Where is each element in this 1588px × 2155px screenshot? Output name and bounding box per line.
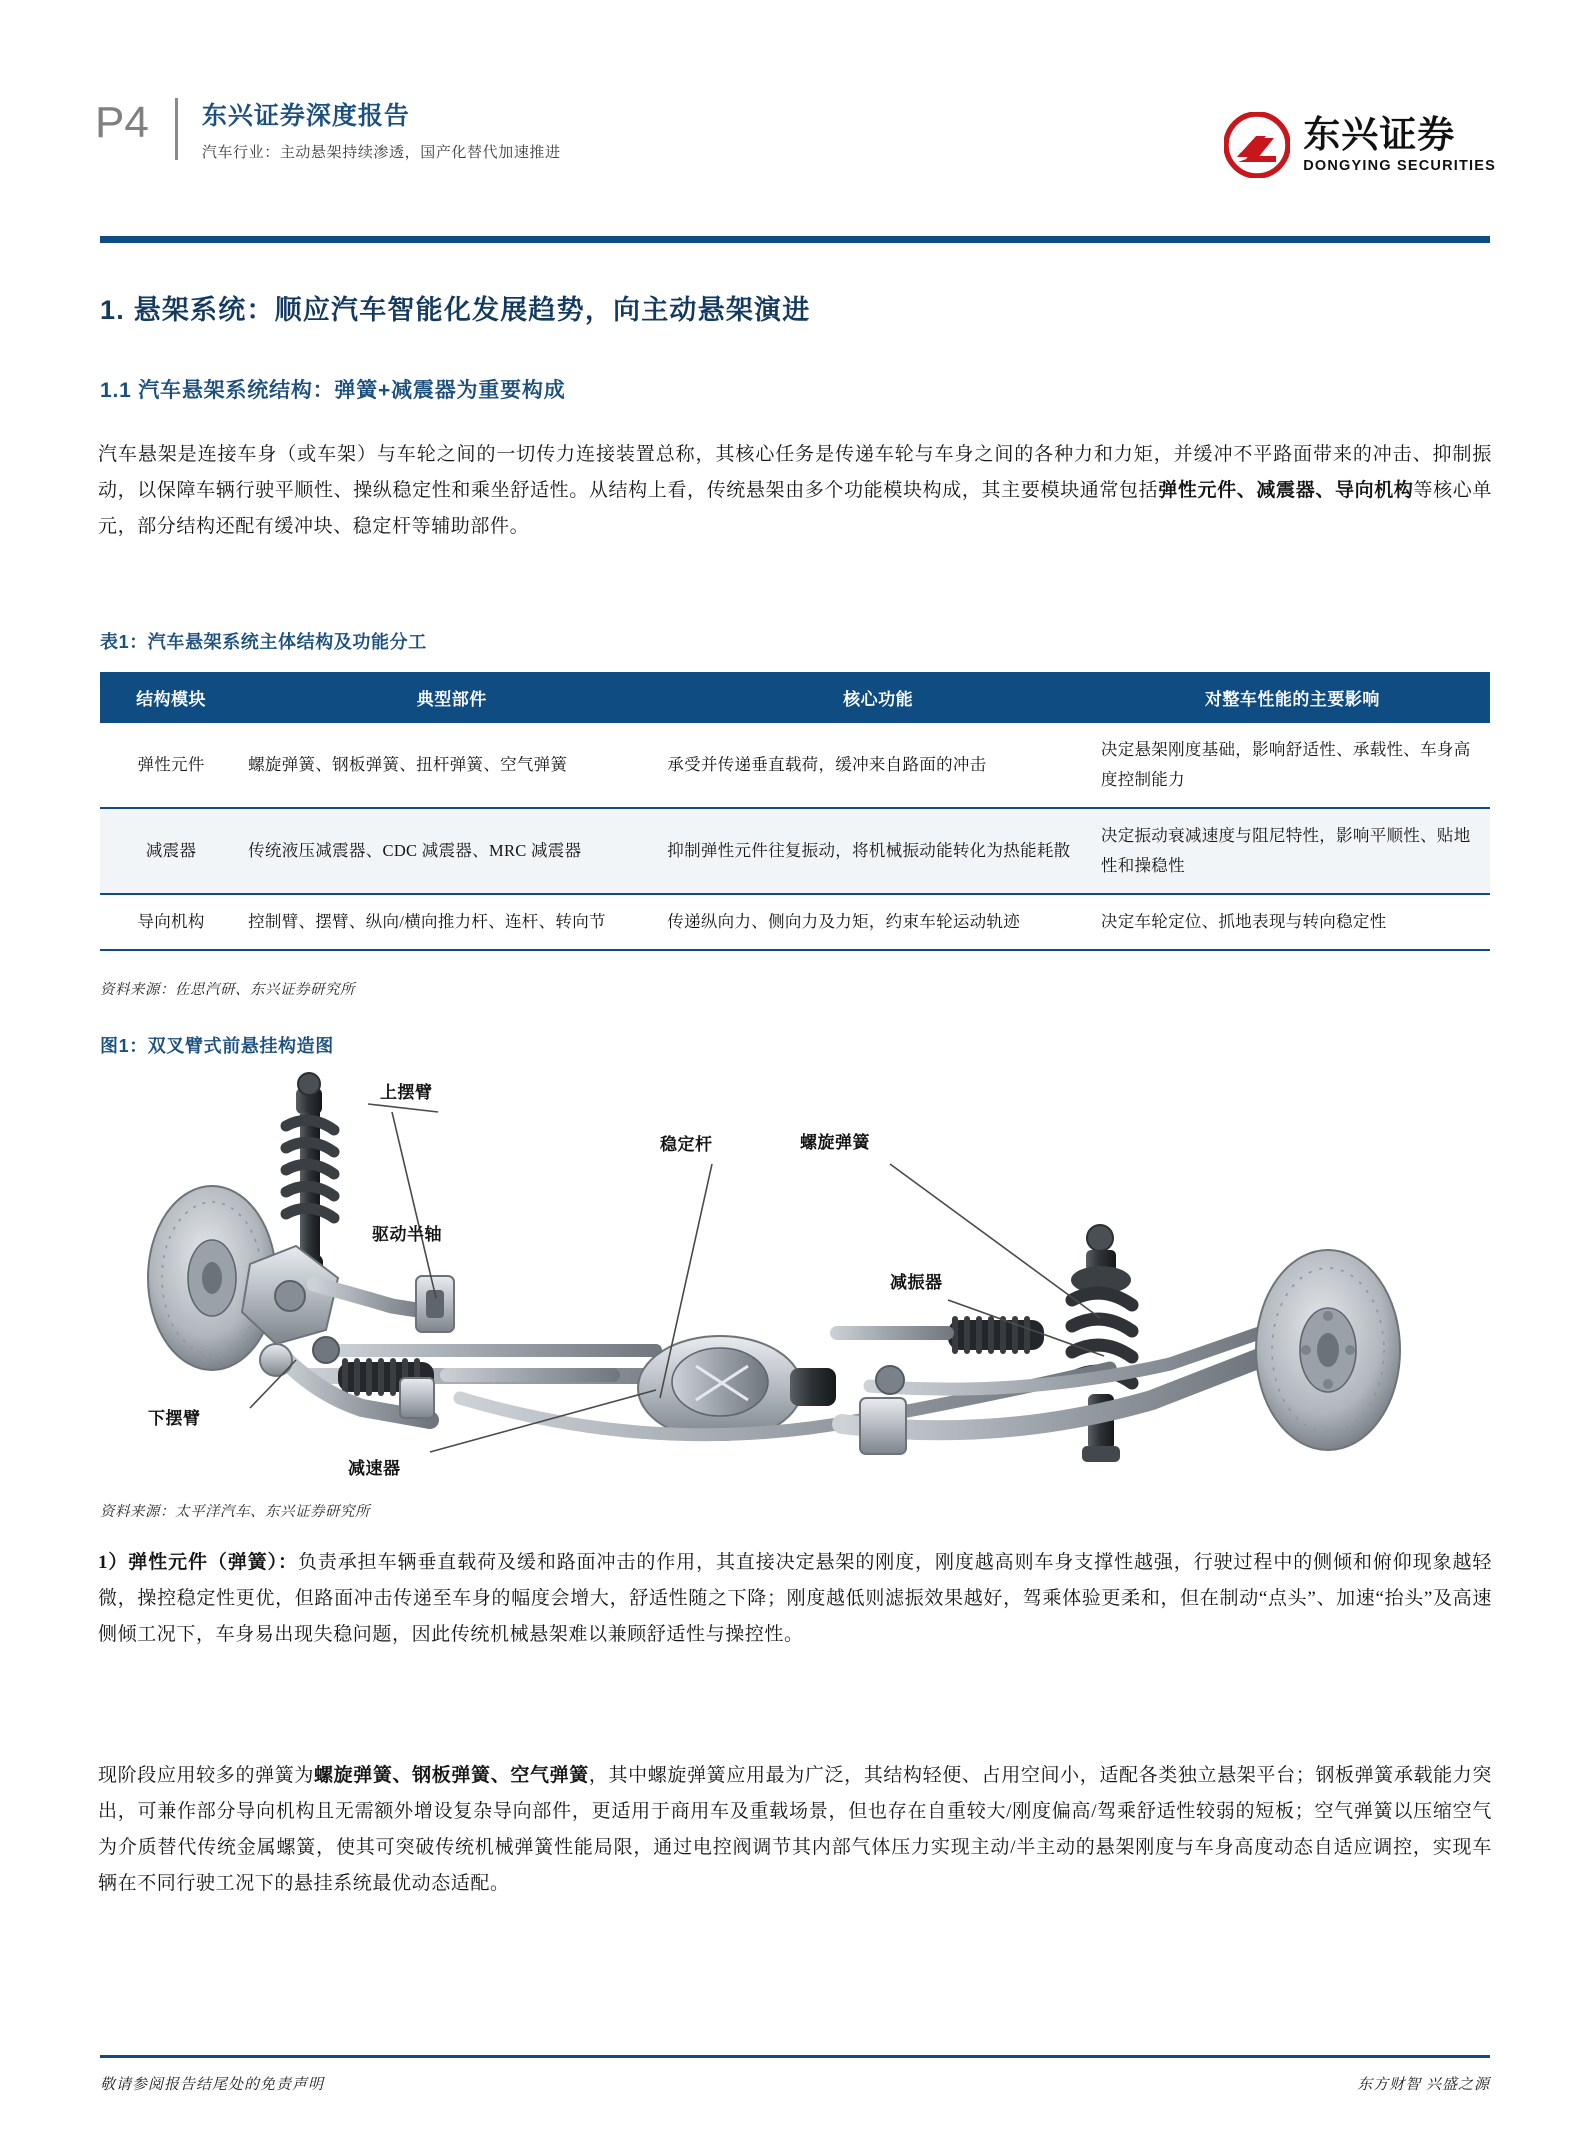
dongxing-emblem-icon bbox=[1224, 112, 1290, 178]
header-left-block bbox=[95, 96, 561, 163]
header-divider bbox=[175, 98, 178, 160]
intro-text-part1: 汽车悬架是连接车身（或车架）与车轮之间的一切传力连接装置总称，其核心任务是传递车轮与车身之间的各种力和力矩，并缓冲不平路面带来的冲击、抑制振动，以保障车辆行驶平顺性、操纵稳定性和乘坐舒适性。从结构上看，传统悬架由多个功能模块构成，其主要模块通常包括 bbox=[98, 444, 1492, 501]
section-heading-1-1: 1.1 汽车悬架系统结构：弹簧+减震器为重要构成 bbox=[100, 379, 566, 402]
header-title-block bbox=[202, 96, 561, 163]
section-heading-1: 1. 悬架系统：顺应汽车智能化发展趋势，向主动悬架演进 bbox=[100, 295, 811, 325]
cell-parts: 传统液压减震器、CDC 减震器、MRC 减震器 bbox=[242, 808, 661, 894]
intro-paragraph bbox=[98, 437, 1492, 545]
cell-impact: 决定振动衰减速度与阻尼特性，影响平顺性、贴地性和操稳性 bbox=[1095, 808, 1490, 894]
figure-source: 资料来源：太平洋汽车、东兴证券研究所 bbox=[100, 1504, 370, 1520]
table-header-function: 核心功能 bbox=[661, 672, 1095, 723]
right-lower-arms bbox=[842, 1330, 1268, 1454]
table-row bbox=[100, 723, 1490, 808]
table-header-row bbox=[100, 672, 1490, 723]
figure-label-upper-arm: 上摆臂 bbox=[380, 1083, 433, 1102]
figure-label-stabilizer: 稳定杆 bbox=[660, 1135, 713, 1154]
logo-chinese-name: 东兴证券 bbox=[1303, 114, 1456, 155]
table-row bbox=[100, 894, 1490, 950]
figure-label-lower-arm: 下摆臂 bbox=[148, 1409, 201, 1428]
suspension-diagram bbox=[100, 1068, 1490, 1488]
figure-caption: 图1：双叉臂式前悬挂构造图 bbox=[100, 1036, 334, 1056]
paragraph-two-bold: 螺旋弹簧、钢板弹簧、空气弹簧 bbox=[313, 1765, 589, 1786]
cell-impact: 决定车轮定位、抓地表现与转向稳定性 bbox=[1095, 894, 1490, 950]
table-row bbox=[100, 808, 1490, 894]
figure-label-damper: 减振器 bbox=[890, 1273, 943, 1292]
cell-function: 抑制弹性元件往复振动，将机械振动能转化为热能耗散 bbox=[661, 808, 1095, 894]
table-header-module: 结构模块 bbox=[100, 672, 242, 723]
figure-label-reducer: 减速器 bbox=[348, 1459, 401, 1478]
right-brake-rotor bbox=[1256, 1250, 1400, 1450]
logo-english-name: DONGYING SECURITIES bbox=[1303, 158, 1496, 174]
cell-module: 减震器 bbox=[100, 808, 242, 894]
cell-function: 承受并传递垂直载荷，缓冲来自路面的冲击 bbox=[661, 723, 1095, 808]
drive-shaft bbox=[313, 1337, 662, 1363]
intro-text-bold: 弹性元件、减震器、导向机构 bbox=[1158, 480, 1414, 501]
report-subtitle: 汽车行业：主动悬架持续渗透，国产化替代加速推进 bbox=[201, 145, 561, 161]
suspension-structure-table bbox=[100, 672, 1490, 951]
company-logo bbox=[1224, 112, 1496, 178]
suspension-illustration-icon bbox=[100, 1068, 1490, 1488]
footer-rule bbox=[100, 2055, 1490, 2058]
cell-module: 导向机构 bbox=[100, 894, 242, 950]
cell-impact: 决定悬架刚度基础，影响舒适性、承载性、车身高度控制能力 bbox=[1095, 723, 1490, 808]
right-steering-boot bbox=[830, 1316, 1044, 1354]
cell-function: 传递纵向力、侧向力及力矩，约束车轮运动轨迹 bbox=[661, 894, 1095, 950]
footer-disclaimer: 敬请参阅报告结尾处的免责声明 bbox=[100, 2077, 325, 2093]
cell-parts: 控制臂、摆臂、纵向/横向推力杆、连杆、转向节 bbox=[242, 894, 661, 950]
table-header-parts: 典型部件 bbox=[242, 672, 661, 723]
report-title: 东兴证券深度报告 bbox=[201, 102, 410, 130]
figure-label-drive-shaft: 驱动半轴 bbox=[372, 1225, 442, 1244]
paragraph-spring-types bbox=[98, 1758, 1492, 1902]
header-rule bbox=[100, 236, 1490, 243]
table-header-impact: 对整车性能的主要影响 bbox=[1095, 672, 1490, 723]
paragraph-elastic-element bbox=[98, 1545, 1492, 1653]
footer-slogan: 东方财智 兴盛之源 bbox=[1357, 2077, 1490, 2093]
paragraph-one-label: 1）弹性元件（弹簧）： bbox=[98, 1552, 298, 1573]
paragraph-two-part1: 现阶段应用较多的弹簧为 bbox=[98, 1765, 314, 1786]
paragraph-two-part2: ，其中螺旋弹簧应用最为广泛，其结构轻便、占用空间小，适配各类独立悬架平台；钢板弹簧承载能力突出，可兼作部分导向机构且无需额外增设复杂导向部件，更适用于商用车及重载场景，但也存在自重较大/刚度偏高/驾乘舒适性较弱的短板；空气弹簧以压缩空气为介质替代传统金属螺簧，使其可突破传统机械弹簧性能局限，通过电控阀调节其内部气体压力实现主动/半主动的悬架刚度与车身高度动态自适应调控，实现车辆在不同行驶工况下的悬挂系统最优动态适配。 bbox=[98, 1765, 1493, 1894]
paragraph-one-body: 负责承担车辆垂直载荷及缓和路面冲击的作用，其直接决定悬架的刚度，刚度越高则车身支撑性越强，行驶过程中的侧倾和俯仰现象越轻微，操控稳定性更优，但路面冲击传递至车身的幅度会增大，舒适性随之下降；刚度越低则滤振效果越好，驾乘体验更柔和，但在制动“点头”、加速“抬头”及高速侧倾工况下，车身易出现失稳问题，因此传统机械悬架难以兼顾舒适性与操控性。 bbox=[98, 1552, 1492, 1645]
cell-module: 弹性元件 bbox=[100, 723, 242, 808]
logo-text bbox=[1303, 115, 1496, 175]
page-number: P4 bbox=[95, 98, 149, 147]
page-header bbox=[0, 0, 1588, 220]
intro-text-part2: 等核心单元，部分结构还配有缓冲块、稳定杆等辅助部件。 bbox=[98, 480, 1493, 537]
cell-parts: 螺旋弹簧、钢板弹簧、扭杆弹簧、空气弹簧 bbox=[242, 723, 661, 808]
table-source: 资料来源：佐思汽研、东兴证券研究所 bbox=[100, 982, 355, 998]
table-caption: 表1：汽车悬架系统主体结构及功能分工 bbox=[100, 632, 427, 652]
figure-label-coil-spring: 螺旋弹簧 bbox=[800, 1133, 870, 1152]
